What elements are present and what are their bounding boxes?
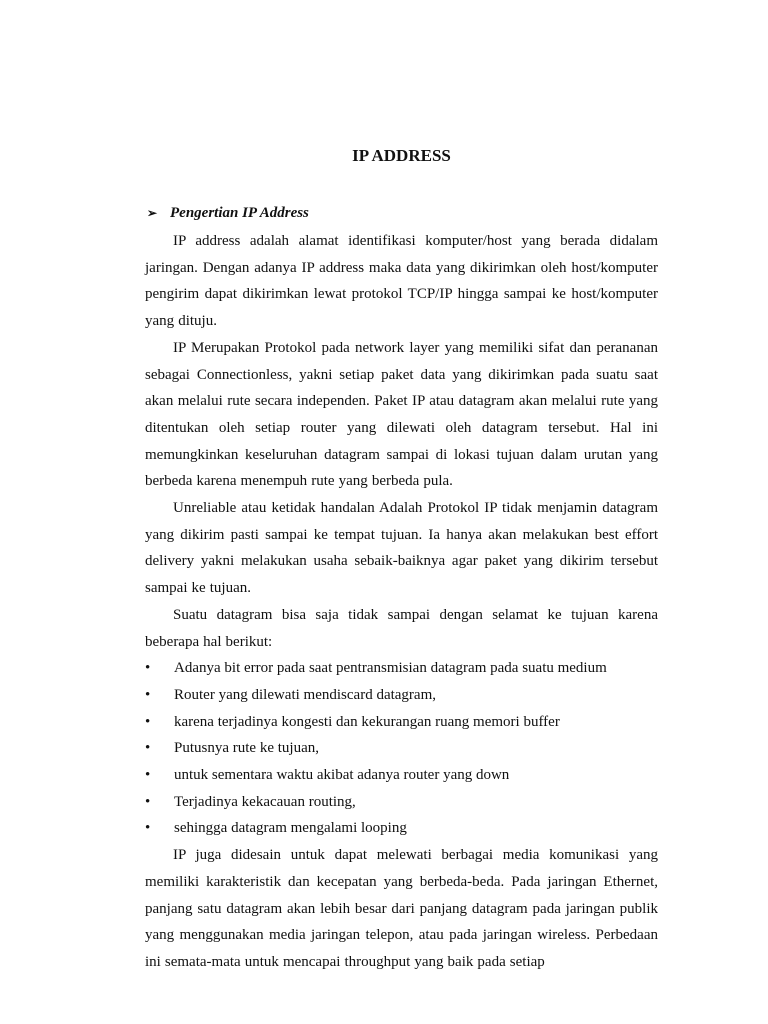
paragraph: IP juga didesain untuk dapat melewati berbagai media komunikasi yang memiliki karakteristik dan kecepatan yang berbeda-beda. Pada jaringan Ethernet, panjang satu datagram akan lebih besar dari panjang datagram pada jaringan publik yang menggunakan media jaringan telepon, atau pada jaringan wireless. Perbedaan ini semata-mata untuk mencapai throughput yang baik pada setiap — [145, 847, 658, 970]
paragraph: Suatu datagram bisa saja tidak sampai dengan selamat ke tujuan karena beberapa hal berikut: — [145, 606, 658, 650]
list-item — [145, 789, 658, 816]
list-item — [145, 762, 658, 789]
bullet-icon: • — [145, 713, 151, 730]
section-heading — [147, 201, 309, 225]
list-item-text: Adanya bit error pada saat pentransmisian datagram pada suatu medium — [174, 660, 607, 677]
list-item — [145, 709, 658, 736]
bullet-icon: • — [145, 820, 151, 837]
arrow-bullet-icon: ➢ — [147, 206, 158, 220]
bullet-icon: • — [145, 660, 151, 677]
paragraph: Unreliable atau ketidak handalan Adalah Protokol IP tidak menjamin datagram yang dikirim pasti sampai ke tempat tujuan. Ia hanya akan melakukan best effort delivery yakni melakukan usaha sebaik-baiknya agar paket yang dikirim tersebut sampai ke tujuan. — [145, 500, 658, 597]
bullet-list — [145, 655, 658, 842]
bullet-icon: • — [145, 767, 151, 784]
paragraph: IP address adalah alamat identifikasi komputer/host yang berada didalam jaringan. Dengan adanya IP address maka data yang dikirimkan oleh host/komputer pengirim dapat dikirimkan lewat protokol TCP/IP hingga sampai ke host/komputer yang dituju. — [145, 233, 658, 330]
section-heading-text: Pengertian IP Address — [170, 205, 309, 221]
page-title: IP ADDRESS — [352, 146, 451, 165]
list-item-text: untuk sementara waktu akibat adanya router yang down — [174, 767, 510, 784]
list-item-text: karena terjadinya kongesti dan kekurangan ruang memori buffer — [174, 713, 560, 730]
bullet-icon: • — [145, 686, 151, 703]
paragraph: IP Merupakan Protokol pada network layer yang memiliki sifat dan perananan sebagai Connectionless, yakni setiap paket data yang dikirimkan pada suatu saat akan melalui rute secara independen. Paket IP atau datagram akan melalui rute yang ditentukan oleh setiap router yang dilewati oleh datagram tersebut. Hal ini memungkinkan keseluruhan datagram sampai di lokasi tujuan dalam urutan yang berbeda karena menempuh rute yang berbeda pula. — [145, 339, 658, 490]
list-item-text: Terjadinya kekacauan routing, — [174, 793, 356, 810]
body-content — [145, 228, 658, 976]
list-item — [145, 735, 658, 762]
list-item-text: Router yang dilewati mendiscard datagram, — [174, 686, 436, 703]
bullet-icon: • — [145, 793, 151, 810]
list-item — [145, 682, 658, 709]
list-item — [145, 655, 658, 682]
list-item — [145, 815, 658, 842]
bullet-icon: • — [145, 740, 151, 757]
list-item-text: sehingga datagram mengalami looping — [174, 820, 407, 837]
list-item-text: Putusnya rute ke tujuan, — [174, 740, 319, 757]
